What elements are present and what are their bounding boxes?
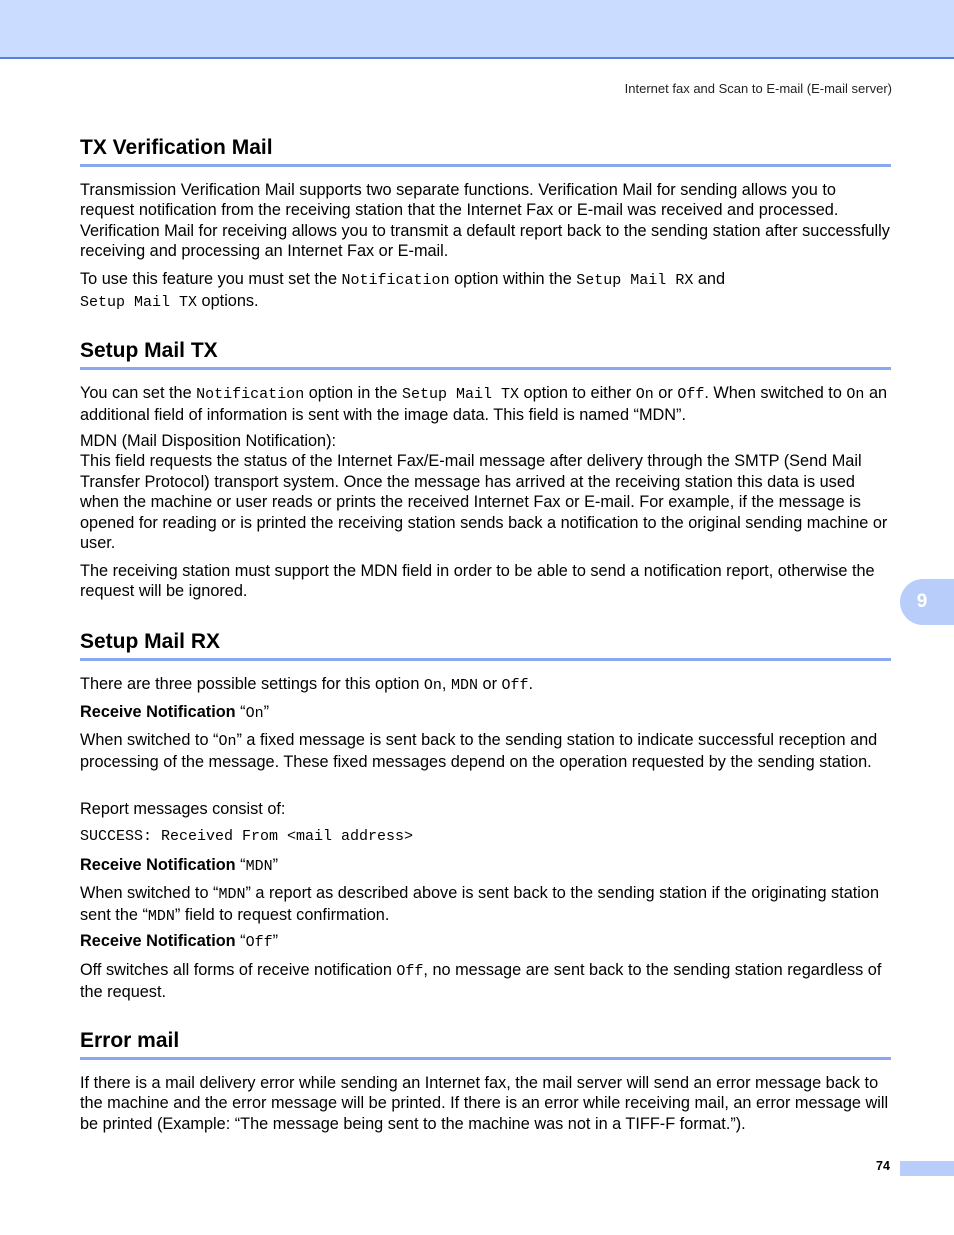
report-message-example: SUCCESS: Received From <mail address>: [80, 828, 414, 845]
receive-notification-mdn-body: When switched to “MDN” a report as described above is sent back to the sending station if the originating station sent the “MDN” field to request confirmation.: [80, 884, 880, 926]
receive-notification-off-heading: Receive Notification “Off”: [80, 932, 279, 951]
section-title-setup-mail-tx: Setup Mail TX: [80, 339, 891, 370]
chapter-tab: 9: [900, 579, 954, 625]
report-messages-label: Report messages consist of:: [80, 800, 286, 818]
section-title-setup-mail-rx: Setup Mail RX: [80, 630, 891, 661]
tx-paragraph-2: To use this feature you must set the Notification option within the Setup Mail RX and Setup Mail TX options.: [80, 270, 726, 312]
setup-tx-paragraph-1: You can set the Notification option in the Setup Mail TX option to either On or Off. When switched to On an additional field of information is sent with the image data. This field is named “MDN”.: [80, 384, 888, 425]
receive-notification-mdn-heading: Receive Notification “MDN”: [80, 856, 279, 875]
running-header: Internet fax and Scan to E-mail (E-mail server): [624, 81, 892, 96]
setup-tx-paragraph-2: MDN (Mail Disposition Notification): This field requests the status of the Internet Fax/E-mail message after delivery through the SMTP (Send Mail Transfer Protocol) transport system. Once the message has arrived at the receiving station this data is used when the machine or user reads or prints the received Internet Fax or E-mail. For example, if the message is opened for reading or is printed the receiving station sends back a notification to the original sending machine or user.: [80, 432, 888, 553]
receive-notification-off-body: Off switches all forms of receive notification Off, no message are sent back to the sending station regardless of the request.: [80, 961, 882, 1002]
receive-notification-on-body: When switched to “On” a fixed message is sent back to the sending station to indicate successful reception and processing of the message. These fixed messages depend on the operation requested by the sending station.: [80, 731, 878, 772]
page-number-bar: [900, 1161, 954, 1176]
tx-paragraph-1: Transmission Verification Mail supports two separate functions. Verification Mail for sending allows you to request notification from the receiving station that the Internet Fax or E-mail was received and processed. Verification Mail for receiving allows you to transmit a default report back to the sending station after successfully receiving and processing an Internet Fax or E-mail.: [80, 181, 890, 261]
section-title-error-mail: Error mail: [80, 1029, 891, 1060]
page-header-band: [0, 0, 954, 59]
section-title-tx-verification: TX Verification Mail: [80, 136, 891, 167]
receive-notification-on-heading: Receive Notification “On”: [80, 703, 270, 722]
setup-tx-paragraph-3: The receiving station must support the MDN field in order to be able to send a notification report, otherwise the request will be ignored.: [80, 562, 875, 601]
setup-rx-intro: There are three possible settings for this option On, MDN or Off.: [80, 675, 534, 694]
error-mail-paragraph: If there is a mail delivery error while sending an Internet fax, the mail server will send an error message back to the machine and the error message will be printed. If there is an error while receiving mail, an error message will be printed (Example: “The message being sent to the machine was not in a TIFF-F format.”).: [80, 1074, 889, 1133]
page-number: 74: [876, 1159, 890, 1173]
